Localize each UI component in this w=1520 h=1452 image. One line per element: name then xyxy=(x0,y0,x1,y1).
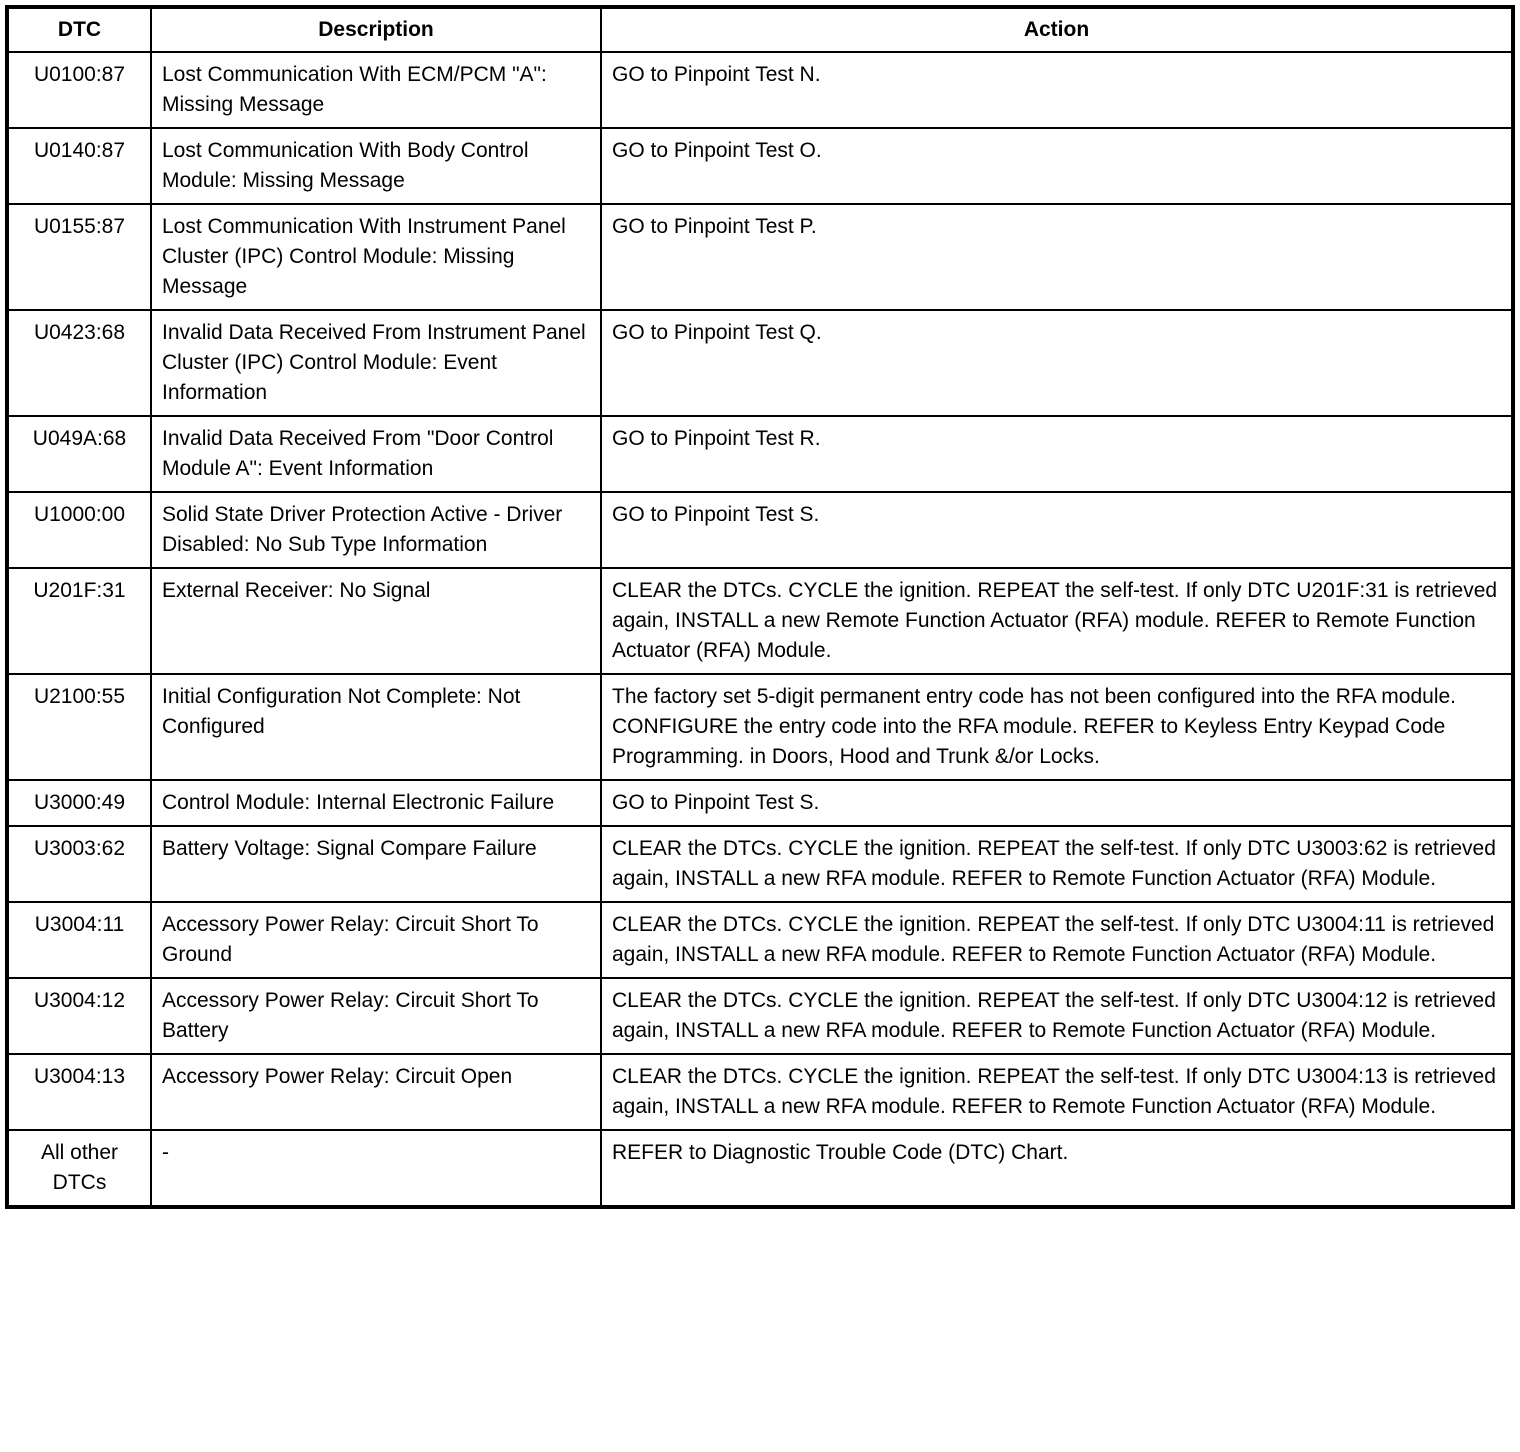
action-cell: REFER to Diagnostic Trouble Code (DTC) Chart. xyxy=(601,1130,1513,1207)
action-cell: CLEAR the DTCs. CYCLE the ignition. REPEAT the self-test. If only DTC U3003:62 is retrieved again, INSTALL a new RFA module. REFER to Remote Function Actuator (RFA) Module. xyxy=(601,826,1513,902)
header-dtc: DTC xyxy=(7,7,151,52)
dtc-cell: U3003:62 xyxy=(7,826,151,902)
description-cell: Battery Voltage: Signal Compare Failure xyxy=(151,826,601,902)
dtc-cell: U1000:00 xyxy=(7,492,151,568)
table-row xyxy=(7,978,1513,1054)
dtc-chart-table xyxy=(5,5,1515,1209)
table-row xyxy=(7,204,1513,310)
table-row xyxy=(7,52,1513,128)
action-cell: GO to Pinpoint Test N. xyxy=(601,52,1513,128)
description-cell: External Receiver: No Signal xyxy=(151,568,601,674)
dtc-cell: U2100:55 xyxy=(7,674,151,780)
dtc-cell: U0423:68 xyxy=(7,310,151,416)
dtc-cell: U3004:12 xyxy=(7,978,151,1054)
dtc-cell: U3004:11 xyxy=(7,902,151,978)
action-cell: GO to Pinpoint Test S. xyxy=(601,492,1513,568)
description-cell: Accessory Power Relay: Circuit Short To Battery xyxy=(151,978,601,1054)
header-action: Action xyxy=(601,7,1513,52)
dtc-cell: U0100:87 xyxy=(7,52,151,128)
action-cell: The factory set 5-digit permanent entry code has not been configured into the RFA module. CONFIGURE the entry code into the RFA module. REFER to Keyless Entry Keypad Code Programming. in Doors, Hood and Trunk &/or Locks. xyxy=(601,674,1513,780)
table-header-row xyxy=(7,7,1513,52)
header-description: Description xyxy=(151,7,601,52)
table-row xyxy=(7,568,1513,674)
description-cell: Lost Communication With Instrument Panel Cluster (IPC) Control Module: Missing Message xyxy=(151,204,601,310)
table-row xyxy=(7,416,1513,492)
dtc-cell: U201F:31 xyxy=(7,568,151,674)
table-row xyxy=(7,826,1513,902)
action-cell: CLEAR the DTCs. CYCLE the ignition. REPEAT the self-test. If only DTC U3004:13 is retrieved again, INSTALL a new RFA module. REFER to Remote Function Actuator (RFA) Module. xyxy=(601,1054,1513,1130)
dtc-cell: U0155:87 xyxy=(7,204,151,310)
description-cell: Control Module: Internal Electronic Failure xyxy=(151,780,601,826)
description-cell: Solid State Driver Protection Active - Driver Disabled: No Sub Type Information xyxy=(151,492,601,568)
description-cell: Initial Configuration Not Complete: Not Configured xyxy=(151,674,601,780)
action-cell: GO to Pinpoint Test P. xyxy=(601,204,1513,310)
action-cell: GO to Pinpoint Test S. xyxy=(601,780,1513,826)
table-row xyxy=(7,492,1513,568)
action-cell: CLEAR the DTCs. CYCLE the ignition. REPEAT the self-test. If only DTC U3004:11 is retrieved again, INSTALL a new RFA module. REFER to Remote Function Actuator (RFA) Module. xyxy=(601,902,1513,978)
dtc-cell: U3004:13 xyxy=(7,1054,151,1130)
description-cell: Accessory Power Relay: Circuit Short To Ground xyxy=(151,902,601,978)
table-row xyxy=(7,902,1513,978)
table-row xyxy=(7,1130,1513,1207)
action-cell: GO to Pinpoint Test R. xyxy=(601,416,1513,492)
action-cell: GO to Pinpoint Test Q. xyxy=(601,310,1513,416)
action-cell: CLEAR the DTCs. CYCLE the ignition. REPEAT the self-test. If only DTC U201F:31 is retrieved again, INSTALL a new Remote Function Actuator (RFA) module. REFER to Remote Function Actuator (RFA) Module. xyxy=(601,568,1513,674)
description-cell: - xyxy=(151,1130,601,1207)
dtc-cell: U049A:68 xyxy=(7,416,151,492)
description-cell: Lost Communication With Body Control Module: Missing Message xyxy=(151,128,601,204)
description-cell: Invalid Data Received From Instrument Panel Cluster (IPC) Control Module: Event Information xyxy=(151,310,601,416)
table-row xyxy=(7,1054,1513,1130)
description-cell: Invalid Data Received From "Door Control Module A": Event Information xyxy=(151,416,601,492)
dtc-cell: U3000:49 xyxy=(7,780,151,826)
description-cell: Lost Communication With ECM/PCM "A": Missing Message xyxy=(151,52,601,128)
table-row xyxy=(7,780,1513,826)
table-row xyxy=(7,310,1513,416)
dtc-cell: U0140:87 xyxy=(7,128,151,204)
table-row xyxy=(7,128,1513,204)
action-cell: GO to Pinpoint Test O. xyxy=(601,128,1513,204)
action-cell: CLEAR the DTCs. CYCLE the ignition. REPEAT the self-test. If only DTC U3004:12 is retrieved again, INSTALL a new RFA module. REFER to Remote Function Actuator (RFA) Module. xyxy=(601,978,1513,1054)
dtc-cell: All other DTCs xyxy=(7,1130,151,1207)
table-row xyxy=(7,674,1513,780)
description-cell: Accessory Power Relay: Circuit Open xyxy=(151,1054,601,1130)
